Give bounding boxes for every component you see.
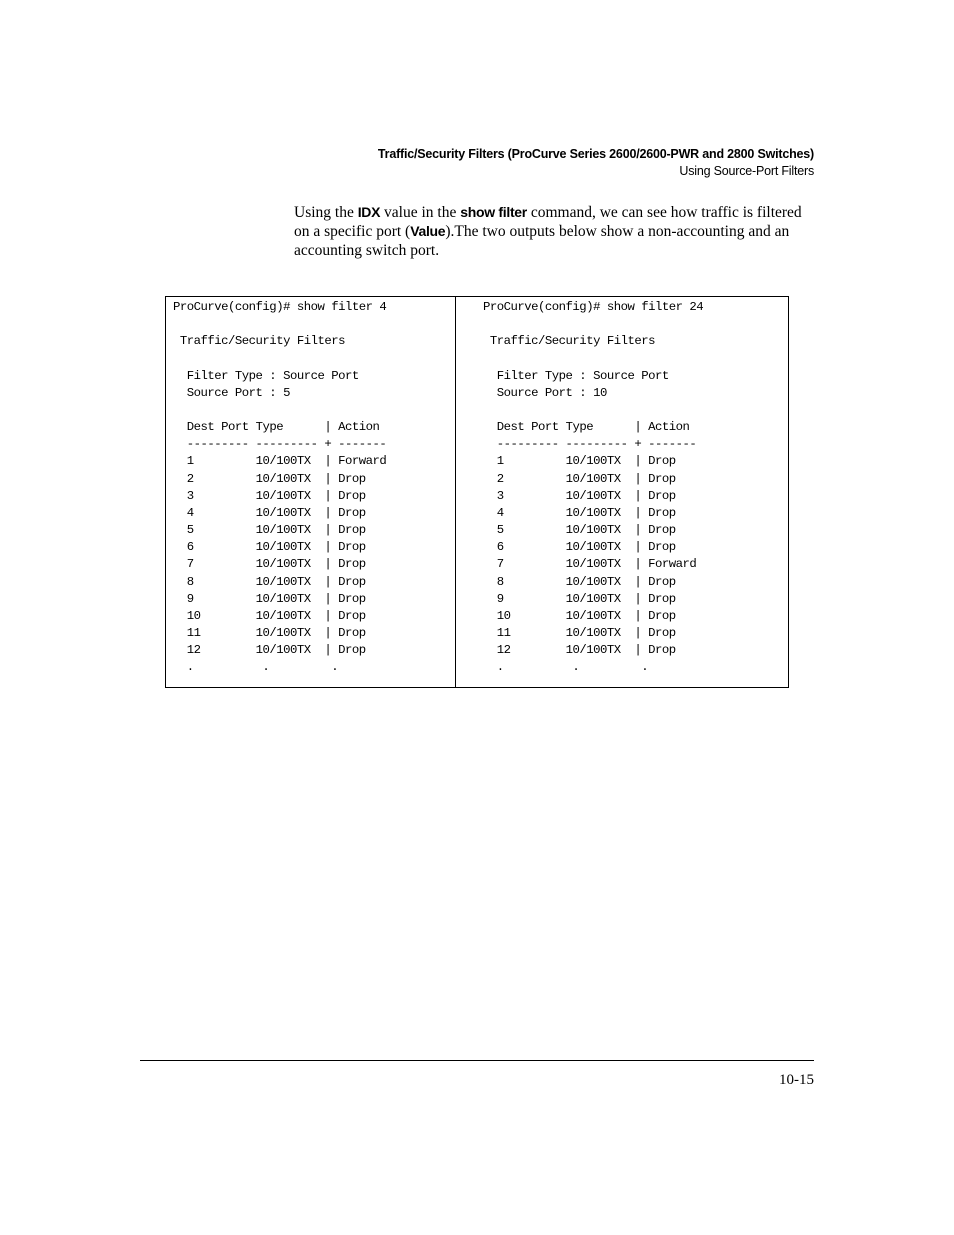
row-port: 7 xyxy=(496,557,504,572)
cli-column-header: Dest Port Type | Action xyxy=(186,420,380,435)
running-header-title: Traffic/Security Filters (ProCurve Series 2600/2600-PWR and 2800 Switches) xyxy=(377,147,814,161)
row-port: 3 xyxy=(496,488,504,503)
intro-text-3: command, we can see how traffic is filtered on a specific port ( xyxy=(294,204,802,240)
row-type: 10/100TX xyxy=(255,625,311,640)
row-type: 10/100TX xyxy=(255,471,311,486)
table-row: 11 10/100TX | Drop xyxy=(186,625,366,640)
page-number: 10-15 xyxy=(779,1072,814,1088)
cli-command: ProCurve(config)# show filter 4 xyxy=(173,300,387,314)
row-action: Drop xyxy=(648,625,676,640)
column-dest-port: Dest Port xyxy=(496,420,559,435)
row-type: 10/100TX xyxy=(255,454,311,469)
row-port: 11 xyxy=(496,625,511,640)
row-action: Drop xyxy=(338,471,366,486)
row-action: Drop xyxy=(648,540,676,555)
row-port: 8 xyxy=(186,574,194,589)
row-type: 10/100TX xyxy=(565,454,621,469)
row-type: 10/100TX xyxy=(565,625,621,640)
row-type: 10/100TX xyxy=(565,608,621,623)
table-row: 4 10/100TX | Drop xyxy=(186,505,366,520)
cli-panel-accounting xyxy=(456,297,788,687)
column-action: Action xyxy=(338,420,380,435)
cli-heading: Traffic/Security Filters xyxy=(173,334,345,349)
row-type: 10/100TX xyxy=(255,574,311,589)
intro-keyword-idx: IDX xyxy=(357,204,381,220)
row-port: 2 xyxy=(186,471,194,486)
table-row: 1 10/100TX | Forward xyxy=(186,454,387,469)
row-action: Drop xyxy=(338,591,366,606)
row-action: Drop xyxy=(648,505,676,520)
row-port: 6 xyxy=(186,540,194,555)
table-row: 9 10/100TX | Drop xyxy=(186,591,366,606)
row-port: 10 xyxy=(186,608,201,623)
row-port: 12 xyxy=(186,643,201,658)
table-row: 10 10/100TX | Drop xyxy=(496,608,676,623)
table-row: 2 10/100TX | Drop xyxy=(496,471,676,486)
row-type: 10/100TX xyxy=(565,557,621,572)
row-type: 10/100TX xyxy=(565,523,621,538)
cli-panel-non-accounting xyxy=(166,297,456,687)
row-type: 10/100TX xyxy=(565,505,621,520)
intro-text-4: ).The two outputs below show a non-accounting and an accounting switch port. xyxy=(294,223,790,259)
table-row: 6 10/100TX | Drop xyxy=(186,540,366,555)
row-port: 7 xyxy=(186,557,194,572)
intro-text-1: Using the xyxy=(294,204,358,221)
cli-output-filter-24 xyxy=(483,299,703,676)
table-row: 4 10/100TX | Drop xyxy=(496,505,676,520)
intro-keyword-show-filter: show filter xyxy=(460,204,527,220)
cli-source-port: Source Port : 10 xyxy=(483,385,607,400)
row-port: 9 xyxy=(186,591,194,606)
cli-command: ProCurve(config)# show filter 24 xyxy=(483,300,704,314)
row-port: 12 xyxy=(496,643,511,658)
table-row: 12 10/100TX | Drop xyxy=(186,643,366,658)
row-action: Drop xyxy=(338,557,366,572)
column-dest-port: Dest Port xyxy=(186,420,249,435)
running-header-subtitle: Using Source-Port Filters xyxy=(679,164,814,178)
table-row: 9 10/100TX | Drop xyxy=(496,591,676,606)
table-row: 3 10/100TX | Drop xyxy=(186,488,366,503)
table-row: 12 10/100TX | Drop xyxy=(496,643,676,658)
row-action: Drop xyxy=(648,643,676,658)
cli-filter-type: Filter Type : Source Port xyxy=(483,368,669,383)
row-type: 10/100TX xyxy=(255,523,311,538)
row-action: Drop xyxy=(338,523,366,538)
cli-output-filter-4 xyxy=(173,299,386,676)
cli-column-header: Dest Port Type | Action xyxy=(496,420,690,435)
row-action: Drop xyxy=(338,540,366,555)
row-port: 8 xyxy=(496,574,504,589)
column-type: Type xyxy=(565,420,594,435)
row-action: Drop xyxy=(338,643,366,658)
table-row: 10 10/100TX | Drop xyxy=(186,608,366,623)
table-row: 2 10/100TX | Drop xyxy=(186,471,366,486)
row-port: 4 xyxy=(186,505,194,520)
row-port: 5 xyxy=(496,523,504,538)
intro-paragraph xyxy=(294,203,804,260)
row-type: 10/100TX xyxy=(255,505,311,520)
row-port: 10 xyxy=(496,608,511,623)
cli-separator: --------- --------- + ------- xyxy=(173,437,387,452)
row-type: 10/100TX xyxy=(255,557,311,572)
row-action: Drop xyxy=(338,505,366,520)
row-action: Drop xyxy=(338,625,366,640)
row-action: Drop xyxy=(648,471,676,486)
row-action: Drop xyxy=(338,574,366,589)
row-type: 10/100TX xyxy=(255,488,311,503)
table-row: 6 10/100TX | Drop xyxy=(496,540,676,555)
row-action: Forward xyxy=(338,454,387,469)
cli-separator: --------- --------- + ------- xyxy=(483,437,697,452)
row-type: 10/100TX xyxy=(565,643,621,658)
table-row: 3 10/100TX | Drop xyxy=(496,488,676,503)
table-row: 5 10/100TX | Drop xyxy=(186,523,366,538)
row-action: Drop xyxy=(648,454,676,469)
row-port: 3 xyxy=(186,488,194,503)
table-row: 1 10/100TX | Drop xyxy=(496,454,676,469)
table-row: 7 10/100TX | Forward xyxy=(496,557,697,572)
table-row: 7 10/100TX | Drop xyxy=(186,557,366,572)
row-type: 10/100TX xyxy=(565,574,621,589)
row-type: 10/100TX xyxy=(255,591,311,606)
row-type: 10/100TX xyxy=(565,488,621,503)
table-row: 11 10/100TX | Drop xyxy=(496,625,676,640)
row-type: 10/100TX xyxy=(255,643,311,658)
column-type: Type xyxy=(255,420,284,435)
intro-keyword-value: Value xyxy=(410,223,446,239)
row-type: 10/100TX xyxy=(565,591,621,606)
cli-filter-type: Filter Type : Source Port xyxy=(173,368,359,383)
cli-ellipsis: . . . xyxy=(173,660,339,675)
row-action: Drop xyxy=(648,574,676,589)
footer-rule xyxy=(140,1060,814,1061)
row-type: 10/100TX xyxy=(255,540,311,555)
row-action: Drop xyxy=(648,608,676,623)
row-action: Drop xyxy=(648,591,676,606)
row-type: 10/100TX xyxy=(565,540,621,555)
column-action: Action xyxy=(648,420,690,435)
intro-text-2: value in the xyxy=(380,204,461,221)
row-port: 4 xyxy=(496,505,504,520)
row-action: Forward xyxy=(648,557,697,572)
row-action: Drop xyxy=(648,523,676,538)
row-port: 11 xyxy=(186,625,201,640)
row-port: 2 xyxy=(496,471,504,486)
cli-heading: Traffic/Security Filters xyxy=(483,334,655,349)
row-action: Drop xyxy=(338,608,366,623)
cli-source-port: Source Port : 5 xyxy=(173,385,290,400)
row-port: 1 xyxy=(496,454,504,469)
row-port: 6 xyxy=(496,540,504,555)
cli-ellipsis: . . . xyxy=(483,660,649,675)
row-type: 10/100TX xyxy=(565,471,621,486)
row-port: 5 xyxy=(186,523,194,538)
row-port: 9 xyxy=(496,591,504,606)
table-row: 8 10/100TX | Drop xyxy=(186,574,366,589)
row-port: 1 xyxy=(186,454,194,469)
row-type: 10/100TX xyxy=(255,608,311,623)
cli-output-figure xyxy=(165,296,789,688)
table-row: 5 10/100TX | Drop xyxy=(496,523,676,538)
table-row: 8 10/100TX | Drop xyxy=(496,574,676,589)
row-action: Drop xyxy=(648,488,676,503)
row-action: Drop xyxy=(338,488,366,503)
